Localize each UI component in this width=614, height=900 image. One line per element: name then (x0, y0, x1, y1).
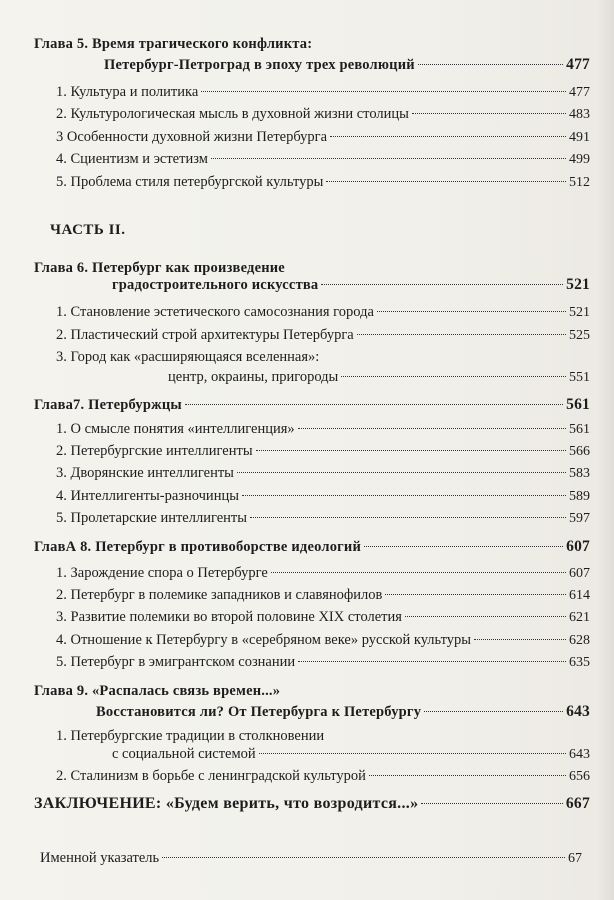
leader-dots (421, 803, 562, 804)
index-title: Именной указатель (40, 850, 160, 866)
conclusion-entry[interactable] (34, 795, 590, 813)
conclusion-title: ЗАКЛЮЧЕНИЕ: «Будем верить, что возродится...» (34, 795, 419, 812)
chapter-7-entry[interactable] (34, 396, 590, 414)
chapter-5-title-line1: Глава 5. Время трагического конфликта: (34, 36, 313, 52)
toc-item-title: 2. Петербург в полемике западников и славянофилов (56, 587, 383, 603)
toc-item-title: центр, окраины, пригороды (168, 369, 339, 385)
toc-item[interactable] (56, 421, 590, 438)
toc-item-page: 614 (569, 588, 590, 603)
toc-item-title: 1. Культура и политика (56, 84, 199, 100)
toc-item-page: 656 (569, 769, 590, 784)
toc-item-page: 589 (569, 489, 590, 504)
leader-dots (385, 594, 566, 595)
toc-item[interactable] (56, 510, 590, 527)
toc-item[interactable] (56, 174, 590, 191)
leader-dots (326, 181, 566, 182)
leader-dots (364, 546, 563, 547)
leader-dots (298, 661, 566, 662)
toc-item-title: 2. Петербургские интеллигенты (56, 443, 253, 459)
leader-dots (424, 711, 563, 712)
leader-dots (330, 136, 566, 137)
toc-item-title-line1: 1. Петербургские традиции в столкновении (56, 728, 325, 744)
toc-item-title: 1. О смысле понятия «интеллигенция» (56, 421, 295, 437)
chapter-6-page: 521 (566, 276, 590, 293)
toc-item-page: 483 (569, 107, 590, 122)
toc-item[interactable] (56, 465, 590, 482)
leader-dots (271, 572, 566, 573)
chapter-9-page: 643 (566, 703, 590, 720)
leader-dots (369, 775, 566, 776)
toc-item[interactable] (56, 609, 590, 626)
leader-dots (321, 284, 563, 285)
chapter-8-entry[interactable] (34, 538, 590, 556)
toc-item[interactable] (56, 443, 590, 460)
toc-item[interactable] (56, 587, 590, 604)
leader-dots (418, 64, 563, 65)
toc-item-page: 621 (569, 610, 590, 625)
toc-item-page: 628 (569, 633, 590, 648)
toc-item-title: 5. Пролетарские интеллигенты (56, 510, 248, 526)
toc-item-page: 583 (569, 466, 590, 481)
toc-item-page: 643 (569, 747, 590, 762)
leader-dots (474, 639, 566, 640)
index-entry[interactable] (40, 850, 582, 867)
chapter-9-title-line1: Глава 9. «Распалась связь времен...» (34, 683, 281, 699)
toc-item-title: 1. Зарождение спора о Петербурге (56, 565, 268, 581)
chapter-7-page: 561 (566, 396, 590, 413)
chapter-6-entry[interactable] (112, 276, 590, 294)
toc-item-page: 512 (569, 175, 590, 190)
toc-item-title: 3. Развитие полемики во второй половине XIX столетия (56, 609, 402, 625)
conclusion-page: 667 (565, 795, 590, 812)
toc-item-page: 521 (569, 305, 590, 320)
leader-dots (298, 428, 566, 429)
toc-item-title: 2. Пластический строй архитектуры Петербурга (56, 327, 354, 343)
toc-item[interactable] (56, 488, 590, 505)
chapter-7-title: Глава7. Петербуржцы (34, 397, 182, 413)
toc-item-page: 566 (569, 444, 590, 459)
leader-dots (250, 517, 566, 518)
chapter-5-entry[interactable] (104, 56, 590, 74)
chapter-9-entry[interactable] (96, 703, 590, 721)
toc-item-title: 3. Дворянские интеллигенты (56, 465, 234, 481)
toc-item-title: 1. Становление эстетического самосознания города (56, 304, 374, 320)
toc-item-title: 2. Культурологическая мысль в духовной жизни столицы (56, 106, 409, 122)
toc-item-page: 607 (569, 566, 590, 581)
leader-dots (237, 472, 566, 473)
toc-item-title: с социальной системой (112, 746, 256, 762)
toc-item[interactable] (56, 768, 590, 785)
toc-item[interactable] (168, 369, 590, 386)
toc-item-title: 2. Сталинизм в борьбе с ленинградской культурой (56, 768, 366, 784)
leader-dots (201, 91, 566, 92)
leader-dots (259, 753, 566, 754)
page-edge-shadow (598, 0, 614, 900)
leader-dots (412, 113, 566, 114)
toc-item-title: 5. Петербург в эмигрантском сознании (56, 654, 296, 670)
chapter-9-title-line2: Восстановится ли? От Петербурга к Петербургу (96, 704, 422, 720)
chapter-8-page: 607 (566, 538, 590, 555)
chapter-6-title-line2: градостроительного искусства (112, 277, 319, 293)
toc-item[interactable] (56, 304, 590, 321)
toc-item[interactable] (56, 565, 590, 582)
toc-item-title: 4. Сциентизм и эстетизм (56, 151, 208, 167)
toc-item-title: 4. Отношение к Петербургу в «серебряном веке» русской культуры (56, 632, 471, 648)
leader-dots (256, 450, 566, 451)
leader-dots (162, 857, 565, 858)
toc-item-title: 3 Особенности духовной жизни Петербурга (56, 129, 328, 145)
leader-dots (405, 616, 566, 617)
leader-dots (242, 495, 566, 496)
chapter-5-title-line2: Петербург-Петроград в эпоху трех революций (104, 57, 415, 73)
toc-item[interactable] (56, 84, 590, 101)
chapter-8-title: ГлавА 8. Петербург в противоборстве идеологий (34, 539, 362, 555)
toc-item[interactable] (56, 106, 590, 123)
part-2-heading: ЧАСТЬ II. (50, 222, 126, 238)
toc-item-page: 477 (569, 85, 590, 100)
leader-dots (341, 376, 566, 377)
toc-item[interactable] (56, 632, 590, 649)
toc-item-page: 597 (569, 511, 590, 526)
leader-dots (185, 404, 563, 405)
index-page: 67 (568, 851, 582, 866)
toc-item[interactable] (56, 129, 590, 146)
chapter-6-title-line1: Глава 6. Петербург как произведение (34, 260, 285, 276)
leader-dots (357, 334, 566, 335)
leader-dots (377, 311, 566, 312)
toc-item[interactable] (56, 151, 590, 168)
toc-item-title: 4. Интеллигенты-разночинцы (56, 488, 239, 504)
leader-dots (211, 158, 566, 159)
toc-item-page: 635 (569, 655, 590, 670)
toc-item-page: 561 (569, 422, 590, 437)
toc-item[interactable] (56, 654, 590, 671)
toc-item-page: 525 (569, 328, 590, 343)
toc-item-page: 551 (569, 370, 590, 385)
toc-item[interactable] (112, 746, 590, 763)
toc-item-title: 5. Проблема стиля петербургской культуры (56, 174, 324, 190)
toc-item-page: 499 (569, 152, 590, 167)
toc-item[interactable] (56, 327, 590, 344)
toc-item-page: 491 (569, 130, 590, 145)
toc-item-title-line1: 3. Город как «расширяющаяся вселенная»: (56, 349, 320, 365)
chapter-5-page: 477 (566, 56, 590, 73)
